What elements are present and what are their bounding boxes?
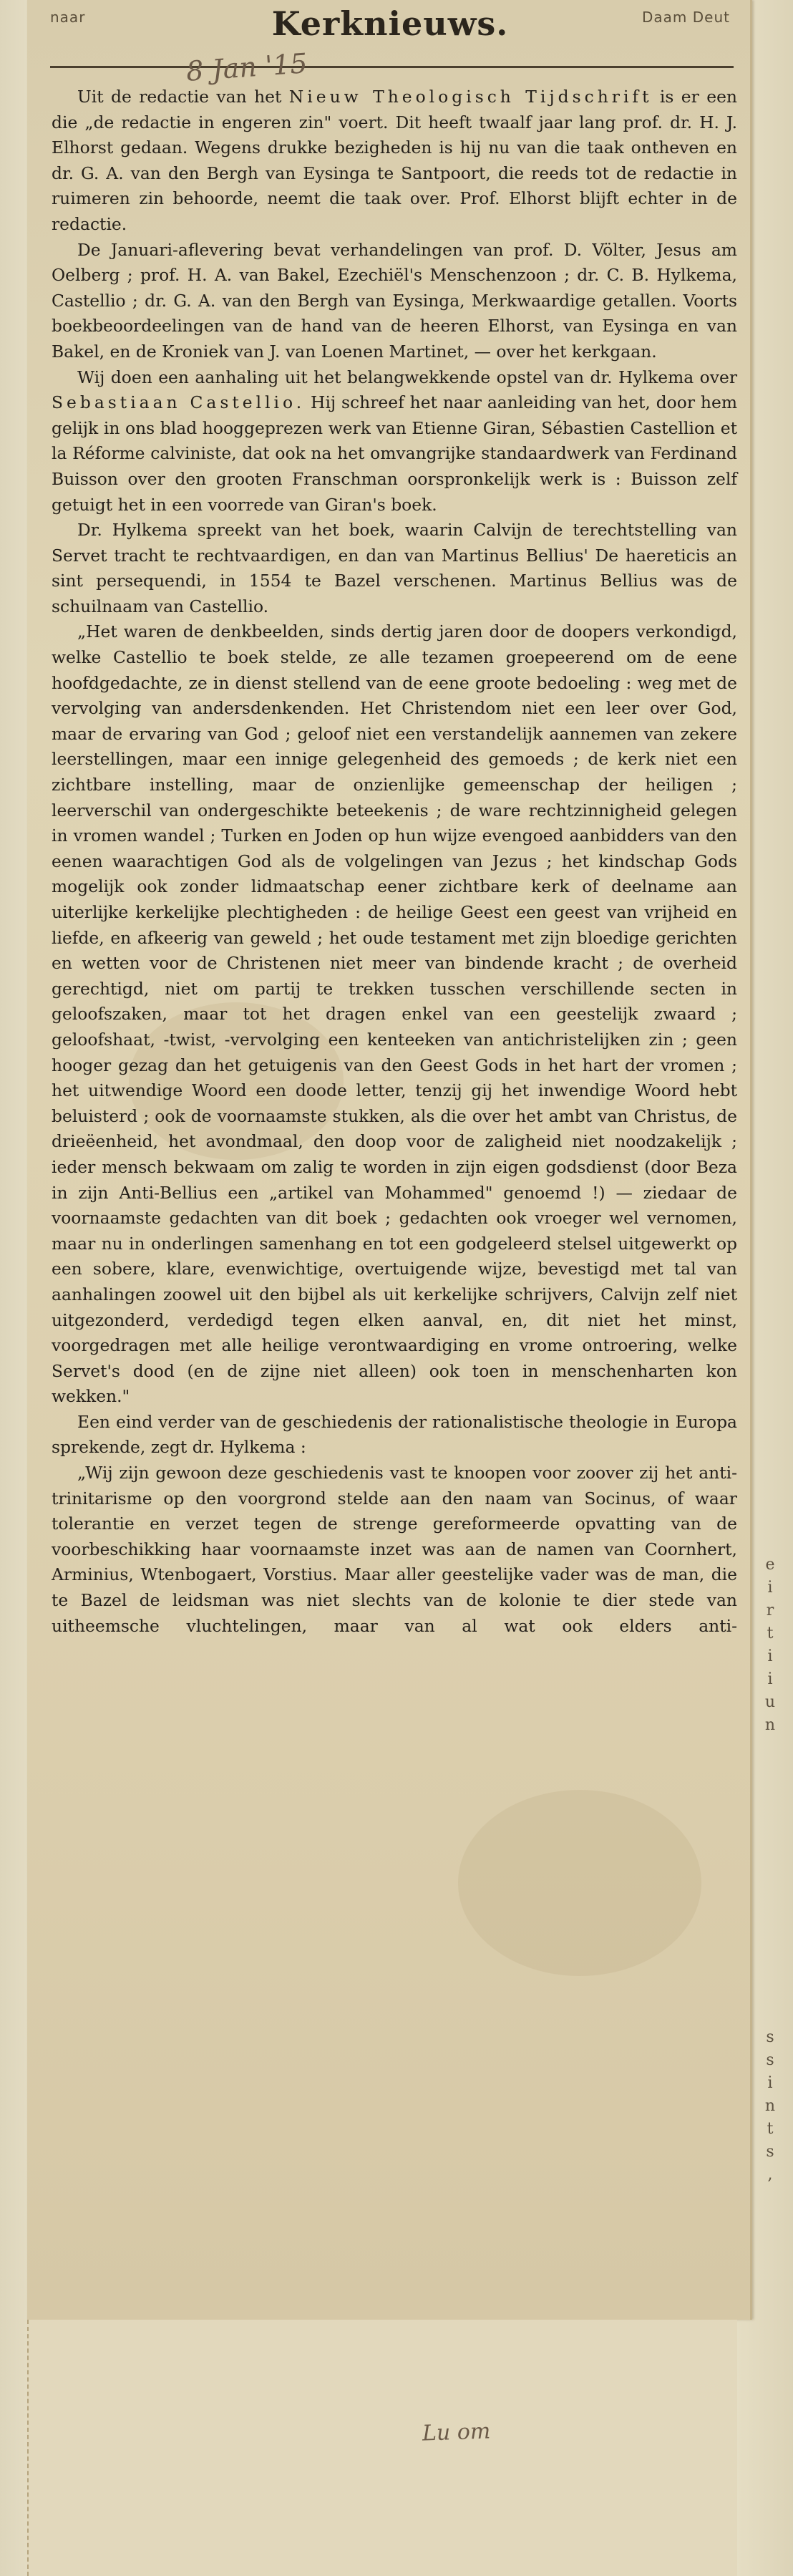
margin-letter: n — [764, 1716, 776, 1734]
spaced-emphasis: Sebastiaan Castellio. — [52, 392, 306, 413]
page-title: Kerknieuws. — [271, 4, 509, 43]
margin-letter: u — [764, 1693, 776, 1711]
article-paragraph — [52, 518, 737, 619]
spaced-emphasis: Nieuw Theologisch Tijdschrift — [288, 87, 653, 107]
margin-letter: t — [767, 1624, 774, 1642]
paper-stain — [458, 1790, 701, 1976]
handwritten-date: 8 Jan '15 — [185, 47, 308, 87]
margin-fragment-upper — [756, 1554, 784, 1737]
margin-letter: i — [767, 2074, 773, 2092]
article-body — [52, 84, 737, 1639]
text-run: Een eind verder van de geschiedenis der rationalistische theologie in Europa sprekende, zegt dr. Hylkema : — [52, 1411, 737, 1458]
margin-letter: t — [767, 2120, 774, 2138]
margin-letter: r — [766, 1602, 774, 1619]
margin-letter: i — [767, 1647, 773, 1665]
margin-fragment-lower — [756, 2026, 784, 2187]
margin-letter: e — [765, 1556, 775, 1574]
margin-letter: , — [767, 2166, 773, 2184]
margin-letter: s — [766, 2051, 774, 2069]
article-paragraph — [52, 365, 737, 518]
text-run: „Het waren de denkbeelden, sinds dertig jaren door de doopers verkondigd, welke Castellio te boek stelde, ze alle tezamen groepeerend om de eene hoofdgedachte, ze in dienst stellend van de eene groote bedoeling : weg met de vervolging van andersdenkenden. Het Christendom niet een leer over God, maar de ervaring van God ; geloof niet een verstandelijk aannemen van zekere leerstellingen, maar een innige gelegenheid des gemoeds ; de kerk niet een zichtbare instelling, maar de onzienlijke gemeenschap der heiligen ; leerverschil van ondergeschikte beteekenis ; de ware rechtzinnigheid gelegen in vromen wandel ; Turken en Joden op hun wijze evengoed aanbidders van den eenen waarachtigen God als de volgelingen van Jezus ; het kindschap Gods mogelijk ook zonder lidmaatschap eener zichtbare kerk of deelname aan uiterlijke kerkelijke plechtigheden : de heilige Geest een geest van vrijheid en liefde, en afkeerig van geweld ; het oude testament met zijn bloedige gerichten en wetten voor de Christenen niet meer van bindende kracht ; de overheid gerechtigd, niet om partij te trekken tusschen verschillende secten in geloofszaken, maar tot het dragen enkel van een geestelijk zwaard ; geloofshaat, -twist, -vervolging een kenteeken van antichristelijken zin ; geen hooger gezag dan het getuigenis van den Geest Gods in het hart der vromen ; het uitwendige Woord een doode letter, tenzij gij het inwendige Woord hebt beluisterd ; ook de voornaamste stukken, als die over het ambt van Christus, de drieëenheid, het avondmaal, den doop voor de zaligheid niet noodzakelijk ; ieder mensch bekwaam om zalig te worden in zijn eigen godsdienst (door Beza in zijn Anti-Bellius een „artikel van Mohammed" genoemd !) — ziedaar de voornaamste gedachten van dit boek ; gedachten ook vroeger wel vernomen, maar nu in onderlingen samenhang en tot een godgeleerd stelsel uitgewerkt op een sobere, klare, evenwichtige, overtuigende wijze, bevestigd met tal van aanhalingen zoowel uit den bijbel als uit kerkelijke schrijvers, Calvijn zelf niet uitgezonderd, verdedigd tegen elken aanval, en, dit niet het minst, voorgedragen met alle heilige verontwaardiging en vrome ontroering, welke Servet's dood (en de zijne niet alleen) ook toen in menschenharten kon wekken." — [52, 621, 737, 1407]
margin-letter: i — [767, 1670, 773, 1688]
article-paragraph — [52, 84, 737, 238]
lower-paper-strip — [27, 2320, 737, 2576]
margin-letter: n — [764, 2097, 776, 2115]
text-run: Uit de redactie van het — [77, 87, 289, 107]
handwritten-note: Lu om — [422, 2418, 491, 2446]
article-paragraph — [52, 238, 737, 365]
margin-letter: s — [766, 2028, 774, 2046]
text-run: is er een die „de redactie in engeren zin" voert. Dit heeft twaalf jaar lang prof. dr. H. J. Elhorst gedaan. Wegens drukke bezigheden is hij nu van die taak ontheven en dr. G. A. van den Bergh van Eysinga te Santpoort, die reeds tot de redactie in ruimeren zin behoorde, neemt die taak over. Prof. Elhorst blijft echter in de redactie. — [52, 87, 737, 234]
margin-letter: s — [766, 2143, 774, 2161]
text-run: „Wij zijn gewoon deze geschiedenis vast te knoopen voor zoover zij het anti-trinitarisme op den voorgrond stelde aan den naam van Socinus, of waar tolerantie en verzet tegen de strenge gereformeerde opvatting van de voorbeschikking haar voornaamste inzet was aan de namen van Coornhert, Arminius, Wtenbogaert, Vorstius. Maar aller geestelijke vader was de man, die te Bazel de leidsman was niet slechts van de kolonie te dier stede van uitheemsche vluchtelingen, maar van al wat ook elders anti- — [52, 1463, 737, 1636]
text-run: De Januari-aflevering bevat verhandelingen van prof. D. Völter, Jesus am Oelberg ; prof. H. A. van Bakel, Ezechiël's Menschenzoon ; dr. C. B. Hylkema, Castellio ; dr. G. A. van den Bergh van Eysinga, Merkwaardige getallen. Voorts boekbeoordeelingen van de hand van de heeren Elhorst, van Eysinga en van Bakel, en de Kroniek van J. van Loenen Martinet, — over het kerkgaan. — [52, 239, 737, 362]
masthead-fragment-left: naar — [50, 9, 86, 26]
text-run: Dr. Hylkema spreekt van het boek, waarin Calvijn de terechtstelling van Servet tracht te rechtvaardigen, en dan van Martinus Bellius' De haereticis an sint persequendi, in 1554 te Bazel verschenen. Martinus Bellius was de schuilnaam van Castellio. — [52, 520, 737, 616]
article-paragraph — [52, 1410, 737, 1461]
text-run: Wij doen een aanhaling uit het belangwekkende opstel van dr. Hylkema over — [77, 367, 737, 387]
headline-rule — [50, 66, 734, 68]
article-paragraph — [52, 619, 737, 1409]
masthead — [50, 4, 730, 62]
masthead-fragment-right: Daam Deut — [642, 9, 730, 26]
text-run: Hij schreef het naar aanleiding van het, door hem gelijk in ons blad hooggeprezen werk van Etienne Giran, Sébastien Castellion et la Réforme calviniste, dat ook na het omvangrijke standaardwerk van Ferdinand Buisson over den grooten Franschman oorspronkelijk werk is : Buisson zelf getuigt het in een voorrede van Giran's boek. — [52, 392, 737, 515]
margin-letter: i — [767, 1579, 773, 1597]
article-paragraph — [52, 1461, 737, 1639]
